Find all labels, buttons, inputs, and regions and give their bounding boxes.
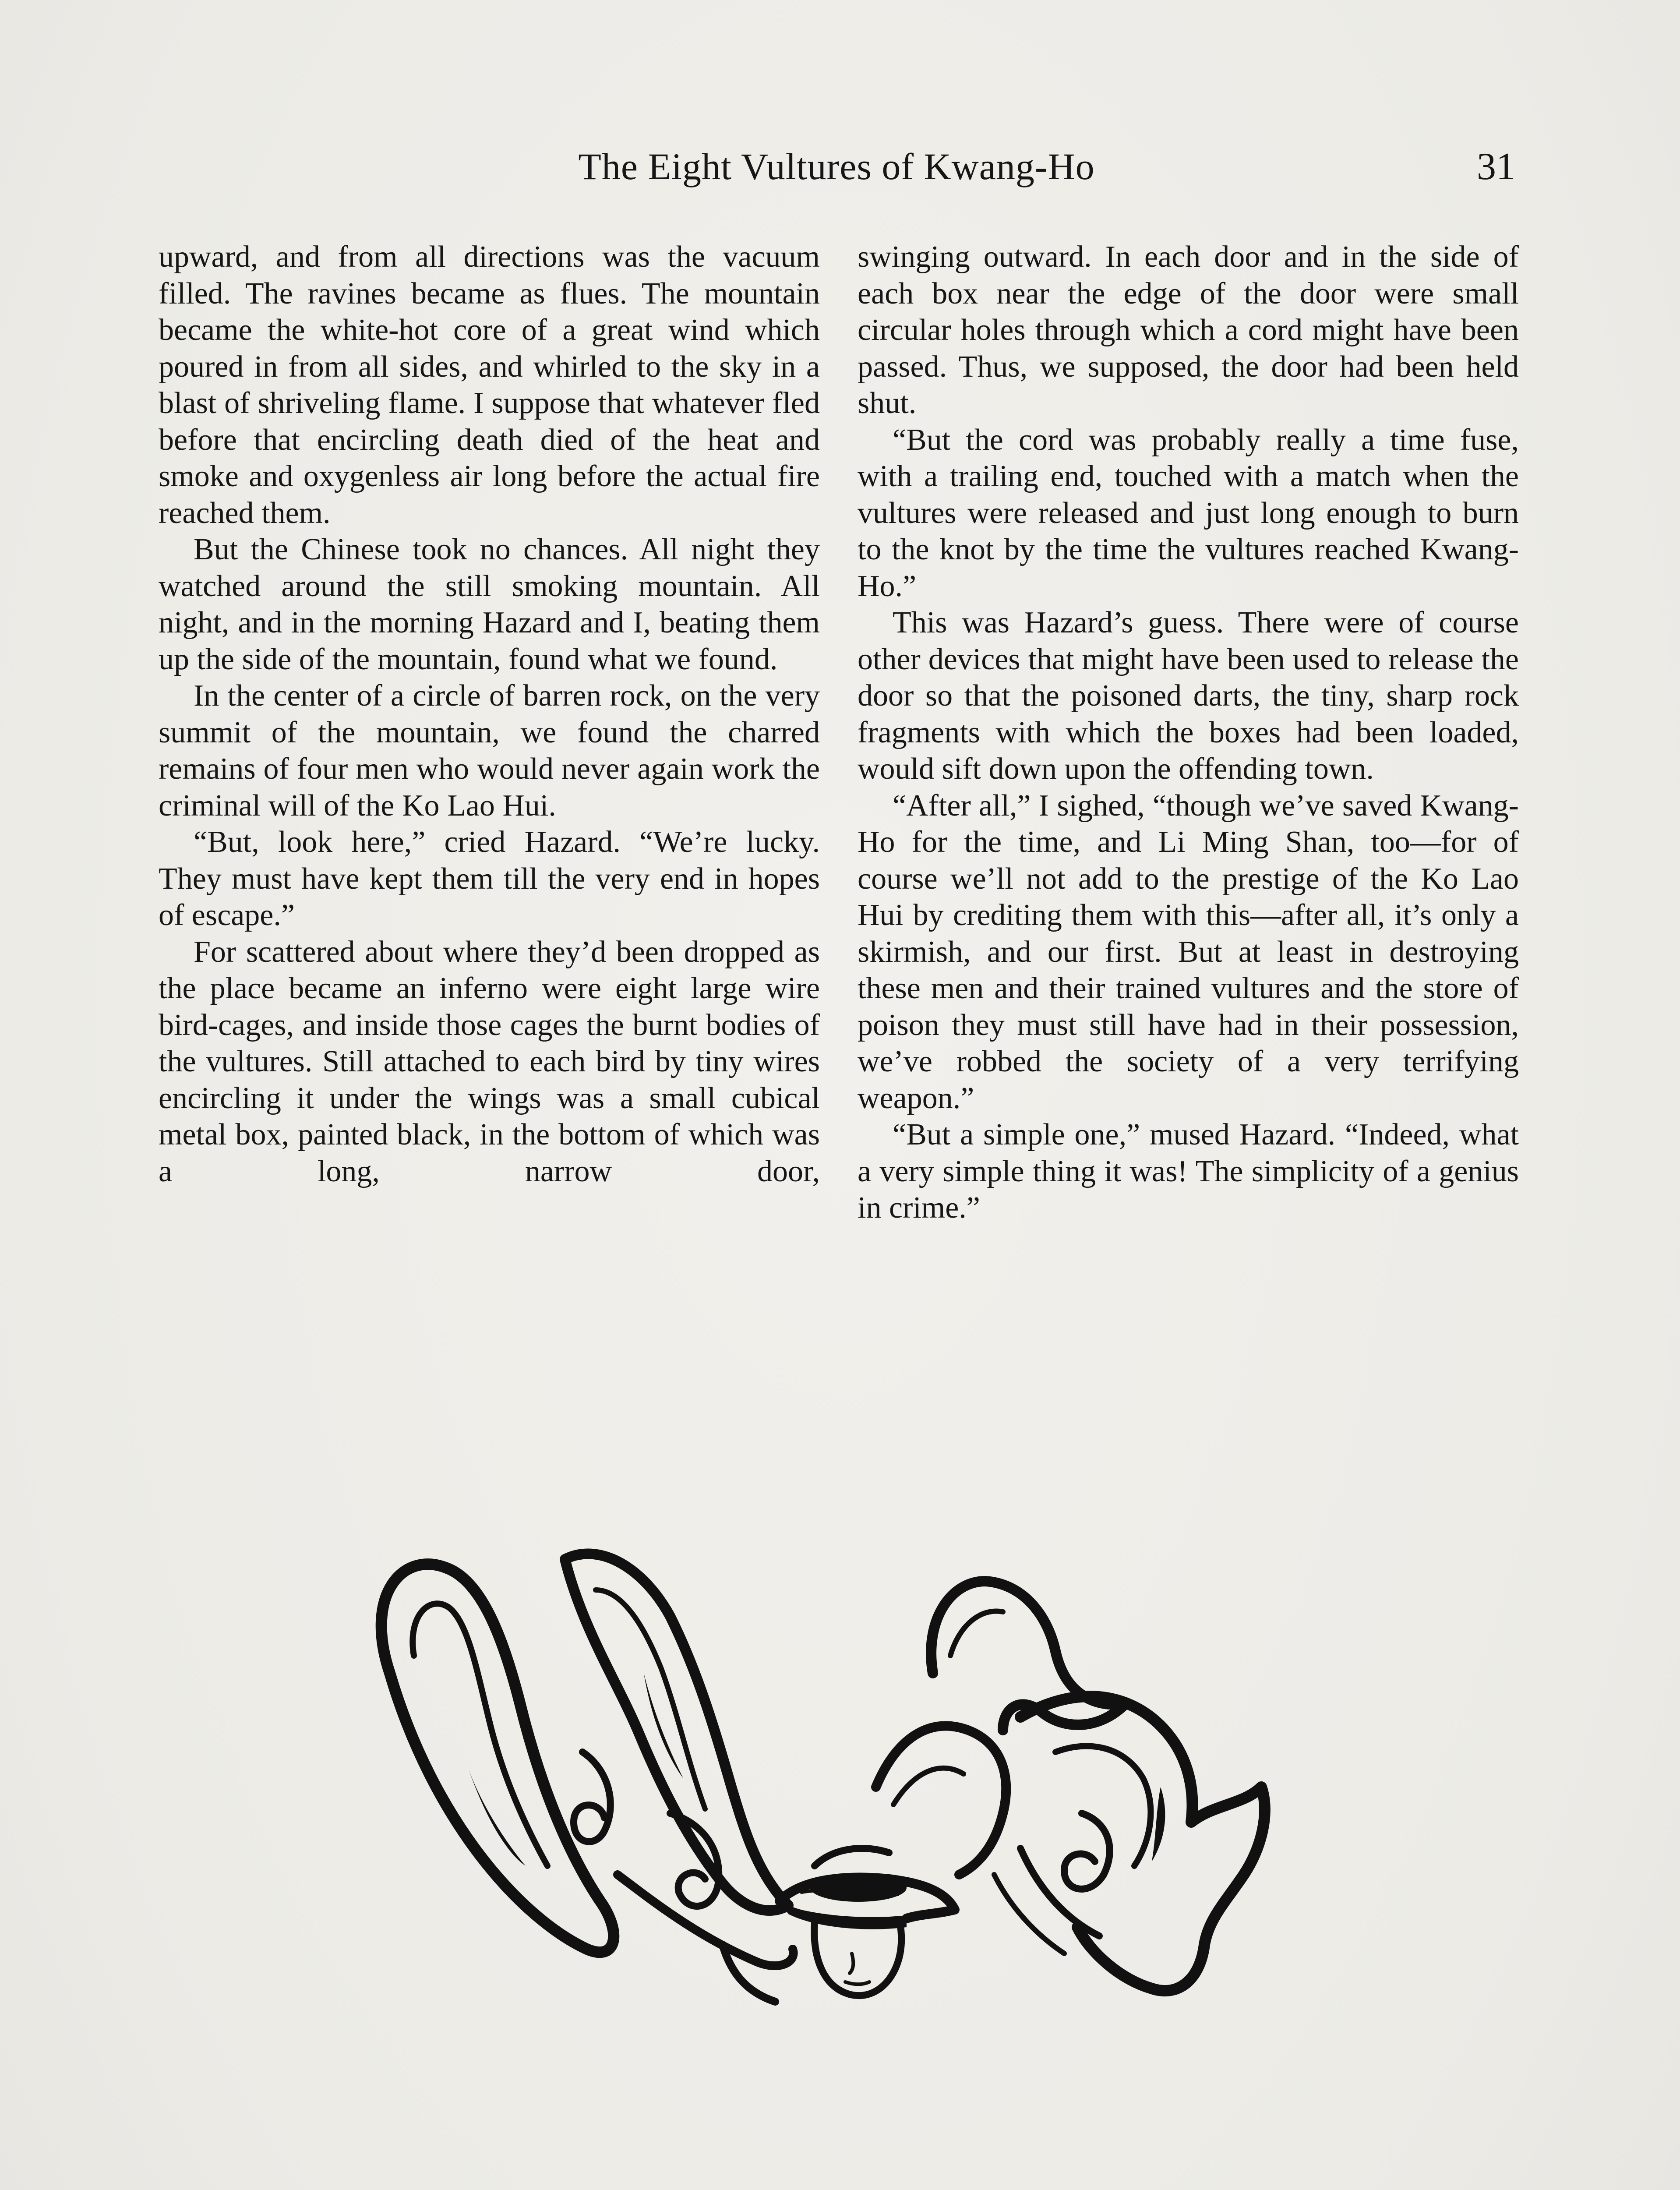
running-title: The Eight Vultures of Kwang-Ho [578, 145, 1095, 187]
paragraph: In the center of a circle of barren rock, on the very summit of the mountain, we found the charred remains of four men who would never again work the criminal will of the Ko Lao Hui. [159, 679, 820, 823]
paragraph: “But the cord was probably really a time fuse, with a trailing end, touched with a match when the vultures were released and just long enough to burn to the knot by the time the vultures reached Kwang-Ho.” [858, 423, 1519, 603]
paragraph: “After all,” I sighed, “though we’ve saved Kwang-Ho for the time, and Li Ming Shan, too—for of course we’ll not add to the prestige of the Ko Lao Hui by crediting them with this—after all, it’s only a skirmish, and our first. But at least in destroying these men and their trained vultures and the store of poison they must still have had in their possession, we’ve robbed the society of a very terrifying weapon.” [858, 788, 1519, 1115]
vulture-wings-mask-ornament-icon [337, 1542, 1362, 2067]
paragraph: “But, look here,” cried Hazard. “We’re lucky. They must have kept them till the very end in hopes of escape.” [159, 825, 820, 932]
paragraph: For scattered about where they’d been dropped as the place became an inferno were eight large wire bird-cages, and inside those cages the burnt bodies of the vultures. Still attached to each bird by tiny wires encircling it under the wings was a small cubical metal box, painted black, in the bottom of which was a long, narrow door, [159, 935, 820, 1188]
right-column [858, 239, 1519, 1226]
paragraph: upward, and from all directions was the vacuum filled. The ravines became as flues. The mountain became the white-hot core of a great wind which poured in from all sides, and whirled to the sky in a blast of shriveling flame. I suppose that whatever fled before that encircling death died of the heat and smoke and oxygenless air long before the actual fire reached them. [159, 240, 820, 530]
paragraph: “But a simple one,” mused Hazard. “Indeed, what a very simple thing it was! The simplicity of a genius in crime.” [858, 1118, 1519, 1225]
running-head [158, 145, 1515, 206]
left-column [159, 239, 820, 1190]
paragraph: But the Chinese took no chances. All night they watched around the still smoking mountain. All night, and in the morning Hazard and I, beating them up the side of the mountain, found what we found. [159, 533, 820, 676]
page-number: 31 [1477, 145, 1515, 188]
paragraph: swinging outward. In each door and in the side of each box near the edge of the door were small circular holes through which a cord might have been passed. Thus, we supposed, the door had been held shut. [858, 240, 1519, 420]
paragraph: This was Hazard’s guess. There were of course other devices that might have been used to release the door so that the poisoned darts, the tiny, sharp rock fragments with which the boxes had been loaded, would sift down upon the offending town. [858, 606, 1519, 786]
